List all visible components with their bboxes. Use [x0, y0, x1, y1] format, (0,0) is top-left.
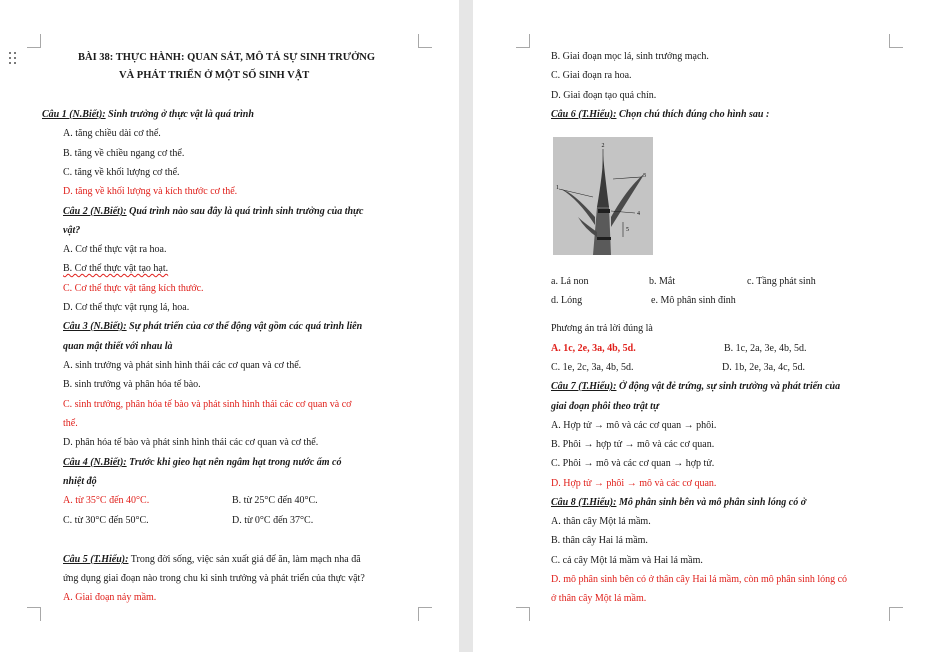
- question-5: [63, 553, 361, 566]
- q2-option-a: A. Cơ thể thực vật ra hoa.: [63, 244, 167, 255]
- question-text: Trong đời sống, việc sản xuất giá để ăn, làm mạch nha đã: [128, 554, 361, 565]
- question-1: [42, 108, 254, 121]
- q8-option-c: C. cả cây Một lá mầm và Hai lá mầm.: [551, 555, 703, 566]
- q5-option-c: C. Giai đoạn ra hoa.: [551, 70, 632, 81]
- q3-option-c-answer: C. sinh trưởng, phân hóa tế bào và phát sinh hình thái các cơ quan và cơ: [63, 399, 352, 410]
- question-label: Câu 6 (T.Hiểu):: [551, 109, 617, 120]
- question-8: [551, 496, 806, 509]
- q8-option-a: A. thân cây Một lá mầm.: [551, 516, 651, 527]
- q8-option-d-answer: D. mô phân sinh bên có ở thân cây Hai lá mầm, còn mô phân sinh lóng có: [551, 574, 848, 585]
- q3-option-c-cont: thể.: [63, 418, 78, 429]
- question-text: Sự phát triển của cơ thể động vật gồm các quá trình liên: [126, 321, 363, 332]
- q3-option-b: B. sinh trưởng và phân hóa tế bào.: [63, 379, 201, 390]
- q3-option-d: D. phân hóa tế bào và phát sinh hình thái các cơ quan và cơ thể.: [63, 437, 319, 448]
- question-7-cont: [551, 400, 659, 413]
- question-label: Câu 7 (T.Hiểu):: [551, 381, 617, 392]
- question-2-cont: [63, 224, 80, 237]
- question-2: [63, 205, 363, 218]
- q4-option-c: C. từ 30°C đến 50°C.: [63, 515, 149, 526]
- margin-corner-top-left: [27, 34, 41, 48]
- q6-option-b: B. 1c, 2a, 3e, 4b, 5d.: [724, 343, 807, 354]
- q6-legend-e: e. Mô phân sinh đỉnh: [651, 295, 736, 306]
- question-4: [63, 456, 341, 469]
- question-text: vật?: [63, 225, 81, 236]
- legend-text: a. Lá non: [551, 276, 589, 287]
- q5-option-d: D. Giai đoạn tạo quả chín.: [551, 90, 657, 101]
- margin-corner-bottom-left: [516, 607, 530, 621]
- figure-label-1: 1: [556, 185, 559, 191]
- question-text: quan mật thiết với nhau là: [63, 341, 173, 352]
- margin-corner-bottom-right: [889, 607, 903, 621]
- q3-option-a: A. sinh trưởng và phát sinh hình thái các cơ quan và cơ thể.: [63, 360, 302, 371]
- figure-label-4: 4: [637, 211, 640, 217]
- question-label: Câu 5 (T.Hiểu):: [63, 554, 129, 565]
- question-label: Câu 1 (N.Biết):: [42, 109, 106, 120]
- q6-prompt: Phương án trả lời đúng là: [551, 323, 653, 334]
- q4-option-a-answer: A. từ 35°C đến 40°C.: [63, 495, 150, 506]
- figure-label-3: 3: [643, 173, 646, 179]
- q1-option-b: B. tăng về chiều ngang cơ thể.: [63, 148, 185, 159]
- figure-label-5: 5: [626, 227, 629, 233]
- q5-option-b: B. Giai đoạn mọc lá, sinh trưởng mạch.: [551, 51, 709, 62]
- q7-option-a: A. Hợp tử → mô và các cơ quan → phôi.: [551, 420, 717, 431]
- q2-option-b: B. Cơ thể thực vật tạo hạt.: [63, 263, 169, 274]
- q5-option-a: A. Giai đoạn nảy mầm.: [63, 592, 157, 603]
- document-page-left: [0, 0, 459, 652]
- q4-option-b: B. từ 25°C đến 40°C.: [232, 495, 318, 506]
- question-4-cont: [63, 475, 97, 488]
- question-text: Sinh trưởng ở thực vật là quá trình: [105, 109, 254, 120]
- q7-option-b: B. Phôi → hợp tử → mô và các cơ quan.: [551, 439, 715, 450]
- q2-option-c-answer: C. Cơ thể thực vật tăng kích thước.: [63, 283, 204, 294]
- question-text: Quá trình nào sau đây là quá trình sinh trưởng của thực: [126, 206, 364, 217]
- q6-legend-b: b. Mắt: [649, 276, 676, 287]
- question-text: giai đoạn phôi theo trật tự: [551, 401, 659, 412]
- q1-option-d-answer: D. tăng về khối lượng và kích thước cơ thể.: [63, 186, 238, 197]
- question-label: Câu 3 (N.Biết):: [63, 321, 127, 332]
- margin-corner-top-right: [889, 34, 903, 48]
- question-text: Chọn chú thích đúng cho hình sau :: [616, 109, 770, 120]
- drag-handle-icon[interactable]: [9, 52, 19, 68]
- q1-option-c: C. tăng về khối lượng cơ thể.: [63, 167, 180, 178]
- question-6: [551, 108, 769, 121]
- margin-corner-top-right: [418, 34, 432, 48]
- question-text: Ở động vật đẻ trứng, sự sinh trưởng và phát triển của: [616, 381, 841, 392]
- plant-stem-figure: [553, 137, 653, 255]
- question-7: [551, 380, 840, 393]
- margin-corner-bottom-left: [27, 607, 41, 621]
- question-label: Câu 2 (N.Biết):: [63, 206, 127, 217]
- figure-label-2: 2: [601, 143, 605, 149]
- margin-corner-top-left: [516, 34, 530, 48]
- q1-option-a: A. tăng chiều dài cơ thể.: [63, 128, 161, 139]
- lesson-title: BÀI 38: THỰC HÀNH: QUAN SÁT, MÔ TẢ SỰ SINH TRƯỞNG: [78, 52, 376, 63]
- q6-option-a-answer: A. 1c, 2e, 3a, 4b, 5d.: [551, 343, 636, 354]
- q6-option-c: C. 1e, 2c, 3a, 4b, 5d.: [551, 362, 634, 373]
- margin-corner-bottom-right: [418, 607, 432, 621]
- q6-legend-a: [551, 275, 589, 288]
- q2-option-d: D. Cơ thể thực vật rụng lá, hoa.: [63, 302, 190, 313]
- question-text: nhiệt độ: [63, 476, 97, 487]
- question-3: [63, 320, 362, 333]
- q7-option-c: C. Phôi → mô và các cơ quan → hợp tử.: [551, 458, 715, 469]
- q6-legend-d: d. Lóng: [551, 295, 583, 306]
- q8-option-d-cont: ở thân cây Một lá mầm.: [551, 593, 647, 604]
- q6-legend-c: c. Tầng phát sinh: [747, 276, 816, 287]
- question-label: Câu 4 (N.Biết):: [63, 457, 127, 468]
- question-text: Mô phân sinh bên và mô phân sinh lóng có ở: [616, 497, 807, 508]
- q7-option-d-answer: D. Hợp tử → phôi → mô và các cơ quan.: [551, 478, 717, 489]
- question-3-cont: [63, 340, 173, 353]
- q8-option-b: B. thân cây Hai lá mầm.: [551, 535, 648, 546]
- plant-stem-illustration: [553, 137, 653, 255]
- q4-option-d: D. từ 0°C đến 37°C.: [232, 515, 314, 526]
- question-label: Câu 8 (T.Hiểu):: [551, 497, 617, 508]
- q6-option-d: D. 1b, 2e, 3a, 4c, 5d.: [722, 362, 806, 373]
- lesson-title-line2: VÀ PHÁT TRIỂN Ở MỘT SỐ SINH VẬT: [119, 70, 310, 81]
- question-text: Trước khi gieo hạt nên ngâm hạt trong nước ấm có: [126, 457, 342, 468]
- question-5-cont: ứng dụng giai đoạn nào trong chu kì sinh trưởng và phát triển của thực vật?: [63, 573, 365, 584]
- document-page-right: [473, 0, 939, 652]
